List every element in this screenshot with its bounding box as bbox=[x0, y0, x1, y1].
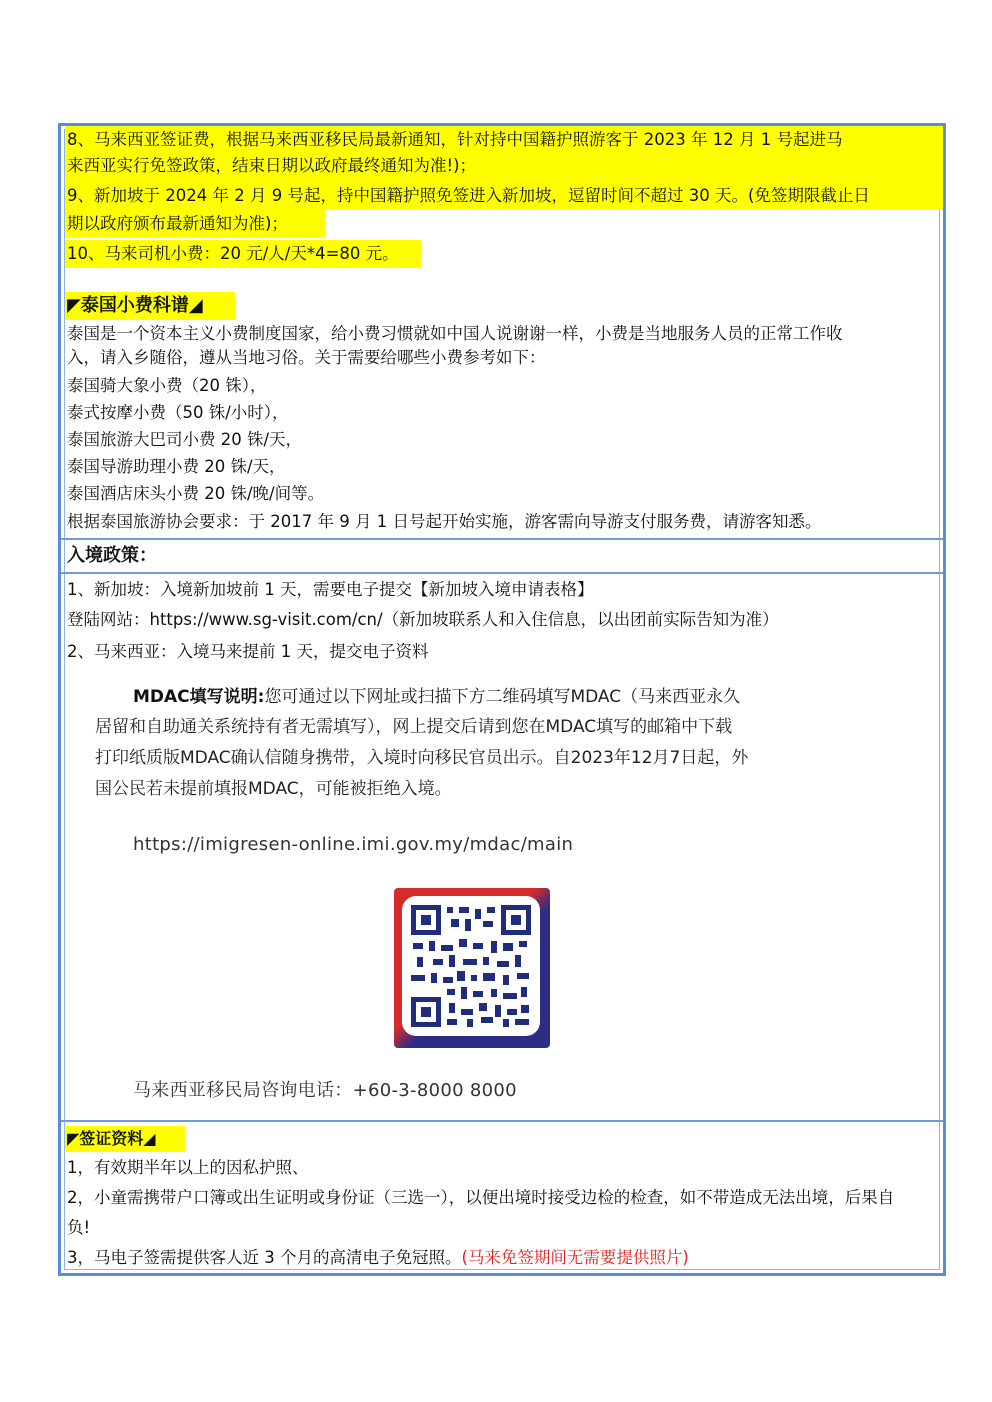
mdac-label: MDAC填写说明: bbox=[133, 687, 265, 707]
tips-item: 泰式按摩小费（50 铢/小时）， bbox=[67, 403, 289, 422]
visa-item-2-cont: 负! bbox=[67, 1218, 91, 1237]
tips-title: ◤泰国小费科谱◢ bbox=[67, 295, 203, 316]
visa-item-3 bbox=[67, 1246, 689, 1270]
mdac-text-1 bbox=[133, 682, 740, 712]
note-8-line-2: 来西亚实行免签政策，结束日期以政府最终通知为准!)； bbox=[67, 156, 477, 175]
tips-item: 泰国导游助理小费 20 铢/天， bbox=[67, 457, 286, 476]
note-10: 10、马来司机小费：20 元/人/天*4=80 元。 bbox=[67, 244, 399, 263]
visa-item-2: 2，小童需携带户口簿或出生证明或身份证（三选一），以便出境时接受边检的检查，如不带造成无法出境，后果自 bbox=[67, 1188, 895, 1207]
note-9-line-1: 9、新加坡于 2024 年 2 月 9 号起，持中国籍护照免签进入新加坡，逗留时间不超过 30 天。(免签期限截止日 bbox=[67, 186, 870, 205]
mdac-text-1-body: 您可通过以下网址或扫描下方二维码填写MDAC（马来西亚永久 bbox=[264, 687, 741, 707]
qr-code bbox=[402, 896, 540, 1036]
mdac-text-4: 国公民若未提前填报MDAC，可能被拒绝入境。 bbox=[95, 779, 452, 799]
note-8-line-1: 8、马来西亚签证费，根据马来西亚移民局最新通知，针对持中国籍护照游客于 2023 年 12 月 1 号起进马 bbox=[67, 130, 843, 149]
qr-code-icon bbox=[411, 905, 531, 1027]
mdac-url[interactable]: https://imigresen-online.imi.gov.my/mdac/main bbox=[133, 834, 574, 855]
content-table bbox=[58, 123, 946, 1276]
visa-item-3-text: 3，马电子签需提供客人近 3 个月的高清电子免冠照。 bbox=[67, 1248, 462, 1267]
mdac-text-3: 打印纸质版MDAC确认信随身携带，入境时向移民官员出示。自2023年12月7日起，外 bbox=[95, 748, 749, 768]
visa-item-3-note: (马来免签期间无需要提供照片) bbox=[461, 1248, 689, 1267]
visa-item-1: 1，有效期半年以上的因私护照、 bbox=[67, 1158, 309, 1177]
mdac-phone: 马来西亚移民局咨询电话：+60-3-8000 8000 bbox=[133, 1080, 517, 1101]
divider bbox=[61, 572, 943, 574]
entry-website: 登陆网站：https://www.sg-visit.com/cn/（新加坡联系人和入住信息，以出团前实际告知为准） bbox=[67, 610, 779, 629]
divider bbox=[61, 1120, 943, 1122]
qr-code-frame bbox=[394, 888, 550, 1048]
tips-item: 泰国骑大象小费（20 铢）， bbox=[67, 376, 267, 395]
tips-intro-1: 泰国是一个资本主义小费制度国家，给小费习惯就如中国人说谢谢一样，小费是当地服务人员的正常工作收 bbox=[67, 324, 843, 343]
divider bbox=[61, 538, 943, 540]
mdac-text-2: 居留和自助通关系统持有者无需填写），网上提交后请到您在MDAC填写的邮箱中下载 bbox=[95, 717, 733, 737]
note-9-line-2: 期以政府颁布最新通知为准)； bbox=[67, 214, 288, 233]
entry-singapore: 1、新加坡：入境新加坡前 1 天，需要电子提交【新加坡入境申请表格】 bbox=[67, 580, 594, 599]
tips-item: 泰国旅游大巴司小费 20 铢/天， bbox=[67, 430, 303, 449]
entry-malaysia: 2、马来西亚：入境马来提前 1 天，提交电子资料 bbox=[67, 642, 429, 661]
visa-title: ◤签证资料◢ bbox=[67, 1129, 156, 1148]
entry-title: 入境政策： bbox=[67, 545, 157, 566]
tips-note: 根据泰国旅游协会要求：于 2017 年 9 月 1 日号起开始实施，游客需向导游支付服务费，请游客知悉。 bbox=[67, 512, 822, 531]
tips-item: 泰国酒店床头小费 20 铢/晚/间等。 bbox=[67, 484, 325, 503]
tips-intro-2: 入，请入乡随俗，遵从当地习俗。关于需要给哪些小费参考如下： bbox=[67, 348, 546, 367]
